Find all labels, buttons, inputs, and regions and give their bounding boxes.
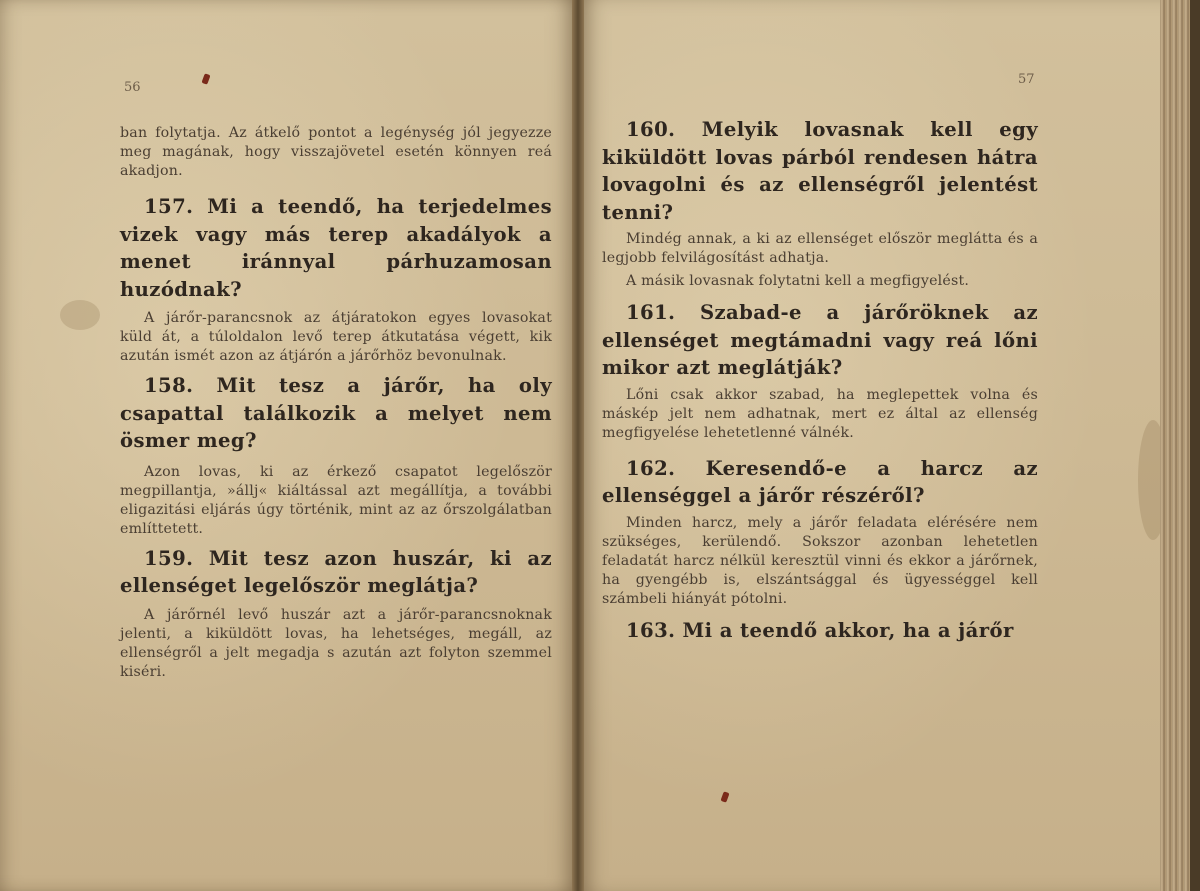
right-page-number: 57 <box>1018 72 1035 87</box>
answer-160-cont: A másik lovasnak folytatni kell a megfigyelést. <box>626 273 970 289</box>
answer-159: A járőrnél levő huszár azt a járőr-parancsnoknak jelenti, a kiküldött lovas, ha lehetséges, megáll, az ellenségről a jelt megadja s azután azt folyton szemmel kiséri. <box>120 606 552 680</box>
paper-stain <box>60 300 100 330</box>
question-161: 161. Szabad-e a járőröknek az ellenséget megtámadni vagy reá lőni mikor azt meglátják? <box>602 301 1038 379</box>
question-159: 159. Mit tesz azon huszár, ki az ellenséget legelőször meglátja? <box>120 546 552 597</box>
right-page <box>578 0 1160 891</box>
question-157: 157. Mi a teendő, ha terjedelmes vizek vagy más terep akadályok a menet iránnyal párhuzamosan huzódnak? <box>120 195 552 301</box>
question-162: 162. Keresendő-e a harcz az ellenséggel a járőr részéről? <box>602 456 1038 507</box>
answer-161: Lőni csak akkor szabad, ha meglepettek volna és máskép jelt nem adhatnak, mert ez által az ellenség megfigyelése lehetetlenné válnék. <box>602 386 1038 441</box>
question-160: 160. Melyik lovasnak kell egy kiküldött lovas párból rendesen hátra lovagolni és az ellenségről jelentést tenni? <box>602 118 1038 224</box>
left-page-text <box>120 124 552 682</box>
book-gutter <box>572 0 584 891</box>
answer-157: A járőr-parancsnok az átjáratokon egyes lovasokat küld át, a túloldalon levő terep átkutatása végett, kik azután ismét azon az átjárón a járőrhöz bevonulnak. <box>120 310 552 364</box>
left-page <box>0 0 578 891</box>
book-cover-edge <box>1190 0 1200 891</box>
question-163: 163. Mi a teendő akkor, ha a járőr <box>626 618 1014 642</box>
answer-162: Minden harcz, mely a járőr feladata elérésére nem szükséges, kerülendő. Sokszor azonban lehetetlen feladatát harcz nélkül keresztül vinni és ekkor a járőrnek, ha gyengébb is, elszántsággal és ügyességgel kell számbeli hiányát pótolni. <box>602 514 1038 607</box>
ink-mark <box>720 791 729 802</box>
question-158: 158. Mit tesz a járőr, ha oly csapattal találkozik a melyet nem ösmer meg? <box>120 374 552 452</box>
ink-mark <box>201 73 210 84</box>
right-page-text <box>602 116 1038 644</box>
left-page-number: 56 <box>124 80 141 95</box>
answer-paragraph: ban folytatja. Az átkelő pontot a legénység jól jegyezze meg magának, hogy visszajövetel esetén könnyen reá akadjon. <box>120 125 552 179</box>
answer-158: Azon lovas, ki az érkező csapatot legelőször megpillantja, »állj« kiáltással azt megállítja, a további eligazitási eljárás úgy történik, mint az az őrszolgálatban említtetett. <box>120 463 552 537</box>
answer-160: Mindég annak, a ki az ellenséget először meglátta és a legjobb felvilágosítást adhatja. <box>602 231 1038 266</box>
